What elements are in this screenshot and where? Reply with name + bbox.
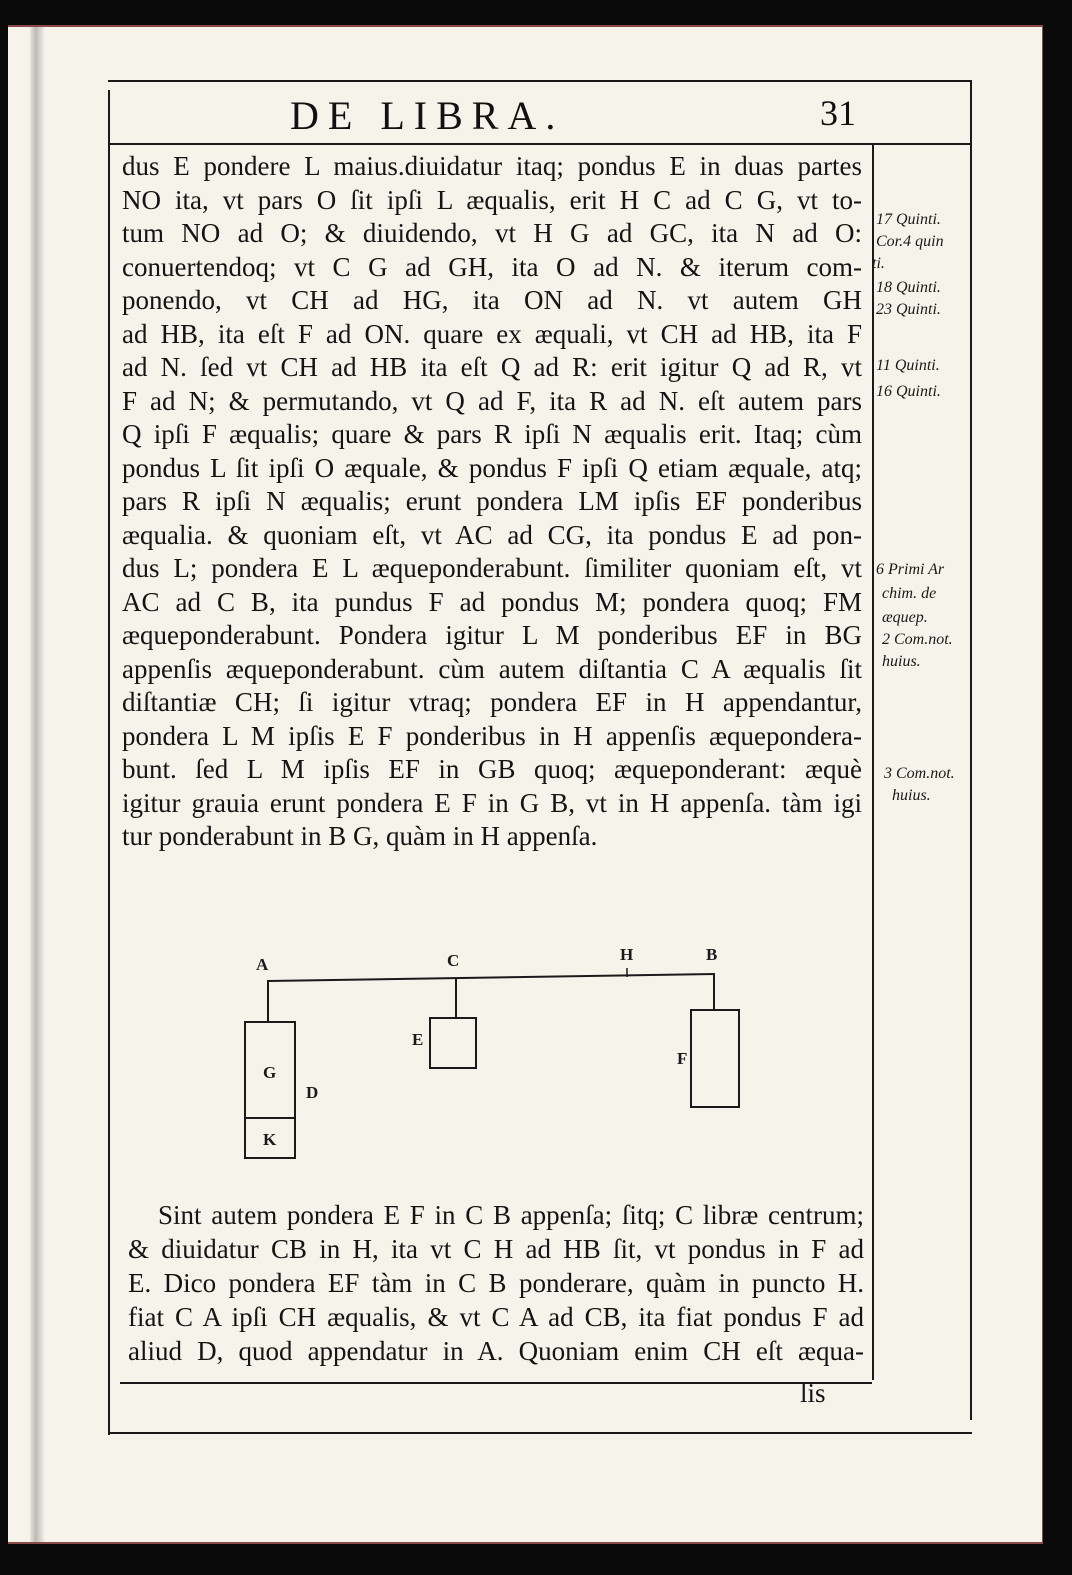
text-line: aliud D, quod appendatur in A. Quoniam enim CH eſt æqua- [128, 1336, 864, 1366]
label-f: F [677, 1049, 688, 1068]
margin-divider-rule [872, 145, 874, 1380]
balance-beam [268, 974, 715, 981]
margin-note: 6 Primi Ar [876, 561, 945, 578]
frame-bottom-rule [108, 1432, 972, 1434]
weight-e [430, 1018, 476, 1068]
label-h: H [620, 945, 634, 964]
margin-note: 11 Quinti. [876, 357, 940, 374]
margin-note: 3 Com.not. [884, 765, 955, 782]
header-rule [108, 143, 970, 145]
text-line: æqueponderabunt. Pondera igitur L M ponderibus EF in BG [122, 620, 862, 650]
balance-diagram [230, 930, 790, 1170]
text-line: fiat C A ipſi CH æqualis, & vt C A ad CB, ita fiat pondus F ad [128, 1302, 864, 1332]
text-line: AC ad C B, ita pundus F ad pondus M; pondera quoq; FM [122, 586, 862, 617]
text-line: dus L; pondera E L æqueponderabunt. ſimiliter quoniam eſt, vt [122, 553, 862, 583]
text-line: E. Dico pondera EF tàm in C B ponderare, quàm in puncto H. [128, 1268, 864, 1298]
margin-note: Cor.4 quin [876, 233, 944, 250]
label-b: B [706, 945, 718, 964]
text-line: appenſis æqueponderabunt. cùm autem diſtantia C A æqualis ſit [122, 653, 862, 684]
frame-top-rule [108, 80, 970, 82]
margin-note: huius. [892, 787, 931, 804]
label-k: K [263, 1130, 277, 1149]
margin-note: huius. [882, 653, 921, 670]
text-line: diſtantiæ CH; ſi igitur vtraq; pondera EF in H appendantur, [122, 687, 862, 717]
text-line: pars R ipſi N æqualis; erunt pondera LM ipſis EF ponderibus [122, 486, 862, 516]
catchword: lis [800, 1378, 826, 1408]
text-line: pondus L ſit ipſi O æquale, & pondus F ipſi Q etiam æquale, atq; [122, 452, 862, 483]
text-line: dus E pondere L maius.diuidatur itaq; pondus E in duas partes [122, 151, 862, 181]
text-line: pondera L M ipſis E F ponderibus in H appenſis æqueponderа- [122, 720, 862, 751]
text-line: NO ita, vt pars O ſit ipſi L æqualis, erit H C ad C G, vt to- [122, 184, 862, 215]
frame-left-rule [108, 90, 110, 1435]
margin-note: 16 Quinti. [876, 383, 941, 400]
margin-note: 17 Quinti. [876, 211, 941, 228]
text-line: æqualia. & quoniam eſt, vt AC ad CG, ita pondus E ad pon- [122, 519, 862, 550]
text-line: bunt. ſed L M ipſis EF in GB quoq; æqueponderant: æquè [122, 754, 862, 784]
margin-note: ti. [872, 255, 885, 272]
text-line: ad HB, ita eſt F ad ON. quare ex æquali, vt CH ad HB, ita F [122, 318, 862, 349]
label-g: G [263, 1063, 277, 1082]
second-paragraph [128, 1198, 864, 1368]
text-line: ad N. ſed vt CH ad HB ita eſt Q ad R: erit igitur Q ad R, vt [122, 352, 862, 382]
label-d: D [306, 1083, 319, 1102]
text-line: tum NO ad O; & diuidendo, vt H G ad GC, ita N ad O: [122, 218, 862, 248]
label-c: C [447, 951, 460, 970]
body-text [122, 150, 862, 854]
text-line: F ad N; & permutando, vt Q ad F, ita R ad N. eſt autem pars [122, 385, 862, 416]
page-gutter [30, 27, 44, 1542]
weight-f [691, 1010, 739, 1107]
label-a: A [256, 955, 269, 974]
margin-note: chim. de [882, 585, 937, 602]
text-line: igitur grauia erunt pondera E F in G B, vt in H appenſa. tàm igi [122, 787, 862, 818]
margin-note: 18 Quinti. [876, 279, 941, 296]
running-title: DE LIBRA. [290, 93, 565, 138]
text-line: ponendo, vt CH ad HG, ita ON ad N. vt autem GH [122, 285, 862, 315]
page-number: 31 [820, 93, 856, 133]
frame-right-rule [970, 80, 972, 1420]
text-line: Q ipſi F æqualis; quare & pars R ipſi N æqualis erit. Itaq; cùm [122, 419, 862, 449]
text-line: tur ponderabunt in B G, quàm in H appenſa. [122, 821, 598, 851]
label-e: E [412, 1030, 424, 1049]
text-bottom-rule [120, 1382, 872, 1384]
balance-diagram-svg [230, 930, 790, 1170]
text-line: & diuidatur CB in H, ita vt C H ad HB ſit, vt pondus in F ad [128, 1234, 864, 1264]
text-line: Sint autem pondera E F in C B appenſa; ſitq; C libræ centrum; [158, 1200, 864, 1230]
text-line: conuertendoq; vt C G ad GH, ita O ad N. & iterum com- [122, 251, 862, 282]
margin-note: 23 Quinti. [876, 301, 941, 318]
margin-note: æquep. [882, 609, 928, 626]
margin-note: 2 Com.not. [882, 631, 953, 648]
